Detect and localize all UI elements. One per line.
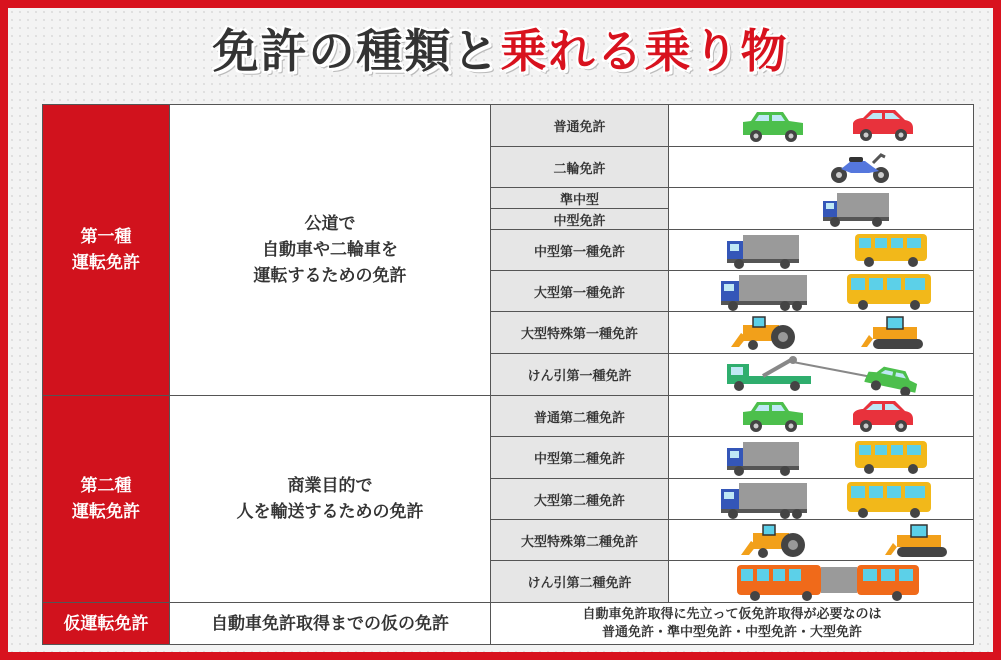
category-provisional: 仮運転免許 [42, 602, 170, 645]
description-provisional: 自動車免許取得までの仮の免許 [169, 602, 491, 645]
license-regular: 普通免許 [490, 104, 669, 147]
category-first-class: 第一種 運転免許 [42, 104, 170, 396]
license-semi-medium: 準中型 [490, 187, 669, 209]
vehicles-medium-second [668, 436, 974, 479]
title-part1: 免許の種類と [212, 24, 501, 78]
provisional-note-line1: 自動車免許取得に先立って仮免許取得が必要なのは [582, 606, 882, 622]
vehicles-semi-medium [668, 187, 974, 230]
bulldozer-icon [861, 317, 923, 349]
red-car-icon [853, 110, 913, 141]
vehicles-regular [668, 104, 974, 147]
license-towing-second: けん引第二種免許 [490, 560, 669, 603]
license-table [42, 104, 974, 645]
vehicles-towing-first [668, 353, 974, 396]
description-first-class: 公道で 自動車や二輪車を 運転するための免許 [169, 104, 491, 396]
large-truck-icon [721, 275, 807, 311]
vehicles-special-first [668, 311, 974, 354]
towed-car-icon [863, 363, 919, 397]
vehicles-medium-first [668, 229, 974, 271]
page-title [8, 20, 993, 82]
license-special-second: 大型特殊第二種免許 [490, 519, 669, 561]
license-large-second: 大型第二種免許 [490, 478, 669, 520]
license-towing-first: けん引第一種免許 [490, 353, 669, 396]
category-second-class: 第二種 運転免許 [42, 395, 170, 603]
title-part2: 乗れる乗り物 [500, 24, 789, 78]
license-medium-second: 中型第二種免許 [490, 436, 669, 479]
truck-icon [727, 442, 799, 476]
motorcycle-icon [831, 155, 889, 183]
license-medium-first: 中型第一種免許 [490, 229, 669, 271]
vehicles-regular-second [668, 395, 974, 437]
vehicles-large-second [668, 478, 974, 520]
articulated-bus-icon [737, 565, 919, 601]
large-bus-icon [847, 274, 931, 310]
small-truck-icon [823, 193, 889, 227]
provisional-note [490, 602, 974, 645]
red-car-icon [853, 401, 913, 432]
bus-icon [855, 441, 927, 474]
license-regular-second: 普通第二種免許 [490, 395, 669, 437]
large-bus-icon [847, 482, 931, 518]
vehicles-towing-second [668, 560, 974, 603]
provisional-note-line2: 普通免許・準中型免許・中型免許・大型免許 [601, 624, 862, 640]
vehicles-motorcycle [668, 146, 974, 188]
green-car-icon [743, 112, 803, 142]
large-truck-icon [721, 483, 807, 519]
tractor-icon [731, 317, 795, 350]
tractor-icon [741, 525, 805, 558]
tow-truck-icon [727, 356, 877, 391]
vehicles-large-first [668, 270, 974, 312]
green-car-icon [743, 402, 803, 432]
vehicles-special-second [668, 519, 974, 561]
truck-icon [727, 235, 799, 269]
license-special-first: 大型特殊第一種免許 [490, 311, 669, 354]
bulldozer-icon [885, 525, 947, 557]
description-second-class: 商業目的で 人を輸送するための免許 [169, 395, 491, 603]
license-medium: 中型免許 [490, 208, 669, 230]
page-background [8, 8, 993, 652]
license-large-first: 大型第一種免許 [490, 270, 669, 312]
license-motorcycle: 二輪免許 [490, 146, 669, 188]
bus-icon [855, 234, 927, 267]
